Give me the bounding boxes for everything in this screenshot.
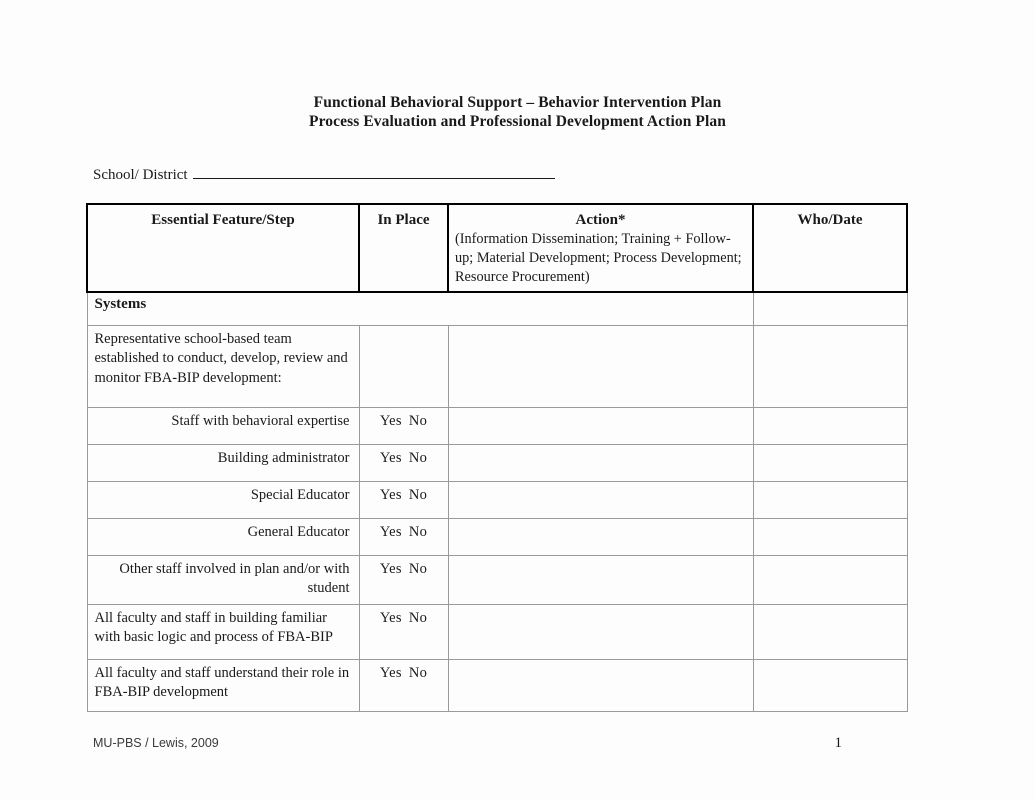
action-cell[interactable] (448, 325, 753, 407)
action-cell[interactable] (448, 481, 753, 518)
page-footer (93, 735, 842, 752)
header-cell-action (448, 204, 753, 292)
no-option[interactable]: No (408, 664, 428, 681)
who-date-cell[interactable] (753, 407, 907, 444)
no-option[interactable]: No (408, 412, 428, 429)
yes-option[interactable]: Yes (379, 412, 402, 429)
yes-option[interactable]: Yes (379, 523, 402, 540)
section-row-systems (87, 292, 907, 325)
in-place-cell[interactable] (359, 659, 448, 711)
who-date-cell[interactable] (753, 444, 907, 481)
action-cell[interactable] (448, 555, 753, 604)
feature-cell: Other staff involved in plan and/or with student (87, 555, 359, 604)
table-row (87, 481, 907, 518)
header-label-feature: Essential Feature/Step (151, 212, 295, 228)
who-date-cell[interactable] (753, 481, 907, 518)
who-date-cell[interactable] (753, 555, 907, 604)
yes-option[interactable]: Yes (379, 486, 402, 503)
who-date-cell[interactable] (753, 325, 907, 407)
header-note-action: (Information Dissemination; Training + Follow-up; Material Development; Process Development; Resource Procurement) (455, 231, 742, 285)
table-row (87, 518, 907, 555)
yes-option[interactable]: Yes (379, 664, 402, 681)
header-label-action: Action* (575, 212, 626, 228)
title-line-2: Process Evaluation and Professional Development Action Plan (309, 113, 726, 130)
no-option[interactable]: No (408, 523, 428, 540)
in-place-cell[interactable] (359, 407, 448, 444)
yes-option[interactable]: Yes (379, 449, 402, 466)
table-row (87, 659, 907, 711)
action-cell[interactable] (448, 518, 753, 555)
action-cell[interactable] (448, 444, 753, 481)
feature-cell: General Educator (87, 518, 359, 555)
no-option[interactable]: No (408, 486, 428, 503)
footer-credit: MU-PBS / Lewis, 2009 (93, 736, 219, 750)
who-date-cell[interactable] (753, 518, 907, 555)
no-option[interactable]: No (408, 560, 428, 577)
no-option[interactable]: No (408, 609, 428, 626)
who-date-cell[interactable] (753, 659, 907, 711)
in-place-cell[interactable] (359, 604, 448, 659)
header-label-in-place: In Place (377, 212, 430, 228)
feature-cell: All faculty and staff understand their role in FBA-BIP development (87, 659, 359, 711)
section-label-systems: Systems (94, 296, 147, 312)
in-place-cell[interactable] (359, 555, 448, 604)
action-cell[interactable] (448, 407, 753, 444)
section-label-cell (87, 292, 753, 325)
school-district-label: School/ District (93, 167, 188, 183)
header-cell-feature (87, 204, 359, 292)
in-place-cell[interactable] (359, 444, 448, 481)
yes-option[interactable]: Yes (379, 609, 402, 626)
header-cell-in-place (359, 204, 448, 292)
in-place-cell[interactable] (359, 481, 448, 518)
in-place-cell[interactable] (359, 518, 448, 555)
action-cell[interactable] (448, 659, 753, 711)
table-row (87, 407, 907, 444)
section-who-date-cell[interactable] (753, 292, 907, 325)
no-option[interactable]: No (408, 449, 428, 466)
feature-cell: Representative school-based team established to conduct, develop, review and monitor FBA-BIP development: (87, 325, 359, 407)
who-date-cell[interactable] (753, 604, 907, 659)
feature-cell: Building administrator (87, 444, 359, 481)
footer-page-number: 1 (834, 735, 842, 751)
table-row (87, 555, 907, 604)
header-label-who-date: Who/Date (797, 212, 863, 228)
table-row (87, 444, 907, 481)
in-place-cell[interactable] (359, 325, 448, 407)
page-title (0, 93, 1035, 131)
title-line-1: Functional Behavioral Support – Behavior Intervention Plan (313, 94, 722, 111)
school-district-row (93, 166, 555, 184)
school-district-input[interactable] (193, 166, 555, 179)
action-plan-table (86, 203, 908, 712)
table-row (87, 604, 907, 659)
feature-cell: Special Educator (87, 481, 359, 518)
action-cell[interactable] (448, 604, 753, 659)
table-row (87, 325, 907, 407)
table-header-row (87, 204, 907, 292)
feature-cell: Staff with behavioral expertise (87, 407, 359, 444)
header-cell-who-date (753, 204, 907, 292)
yes-option[interactable]: Yes (379, 560, 402, 577)
feature-cell: All faculty and staff in building familiar with basic logic and process of FBA-BIP (87, 604, 359, 659)
